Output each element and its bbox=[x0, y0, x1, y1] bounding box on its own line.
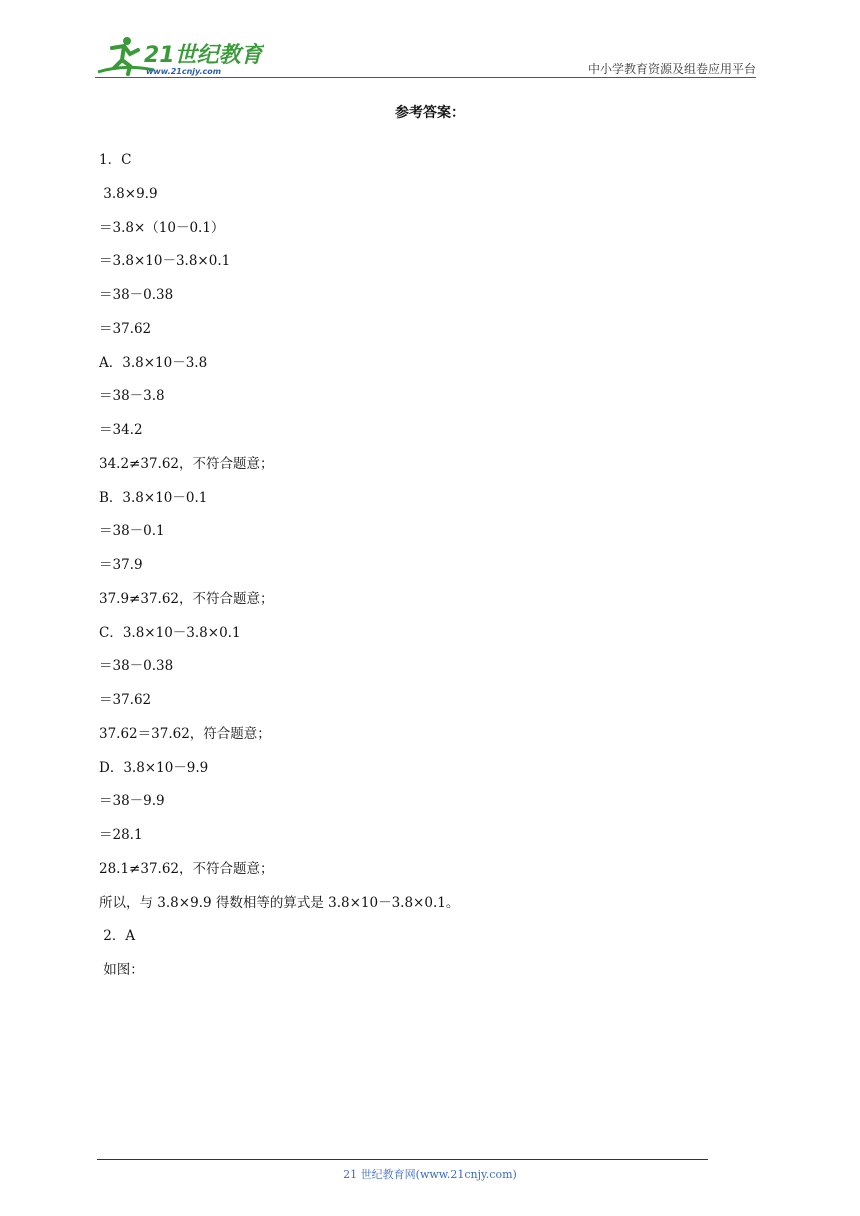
answer-line: D．3.8×10－9.9 bbox=[99, 759, 209, 776]
answer-line: ＝38－0.38 bbox=[99, 287, 174, 303]
answer-line: C．3.8×10－3.8×0.1 bbox=[99, 624, 241, 641]
answer-line: 37.62＝37.62，符合题意； bbox=[99, 725, 271, 742]
answer-line: ＝3.8×10－3.8×0.1 bbox=[99, 253, 231, 270]
svg-text:www.21cnjy.com: www.21cnjy.com bbox=[146, 67, 222, 76]
footer-link[interactable]: 21 世纪教育网(www.21cnjy.com) bbox=[343, 1168, 517, 1181]
answer-line: 37.9≠37.62，不符合题意； bbox=[99, 590, 274, 607]
answer-line: A．3.8×10－3.8 bbox=[99, 354, 208, 371]
answer-line: ＝37.62 bbox=[99, 692, 152, 708]
answer-line: ＝3.8×（10－0.1） bbox=[99, 219, 225, 236]
answer-line: B．3.8×10－0.1 bbox=[99, 489, 208, 506]
page-title: 参考答案： bbox=[395, 105, 465, 121]
answer-line: ＝38－0.38 bbox=[99, 658, 174, 675]
answer-line: ＝37.62 bbox=[99, 320, 152, 337]
answer-line: 2．A bbox=[99, 928, 136, 945]
answer-line: 28.1≠37.62，不符合题意； bbox=[99, 860, 274, 877]
answer-line: ＝38－0.1 bbox=[99, 523, 165, 540]
answer-line: ＝38－9.9 bbox=[99, 793, 165, 810]
site-logo bbox=[94, 34, 264, 78]
answer-line: 所以，与 3.8×9.9 得数相等的算式是 3.8×10－3.8×0.1。 bbox=[99, 894, 460, 911]
site-name: 中小学教育资源及组卷应用平台 bbox=[587, 62, 756, 76]
answer-line: 34.2≠37.62，不符合题意； bbox=[99, 455, 274, 472]
svg-text:21世纪教育: 21世纪教育 bbox=[144, 43, 263, 68]
footer-divider bbox=[97, 1159, 708, 1160]
header-divider bbox=[95, 77, 756, 78]
answer-line: ＝38－3.8 bbox=[99, 388, 165, 405]
answer-line: 如图： bbox=[99, 962, 144, 978]
answer-line: ＝37.9 bbox=[99, 557, 143, 573]
answer-line: 1．C bbox=[99, 152, 132, 168]
answer-line: 3.8×9.9 bbox=[99, 185, 158, 202]
answer-line: ＝28.1 bbox=[99, 827, 143, 843]
answer-line: ＝34.2 bbox=[99, 422, 143, 438]
